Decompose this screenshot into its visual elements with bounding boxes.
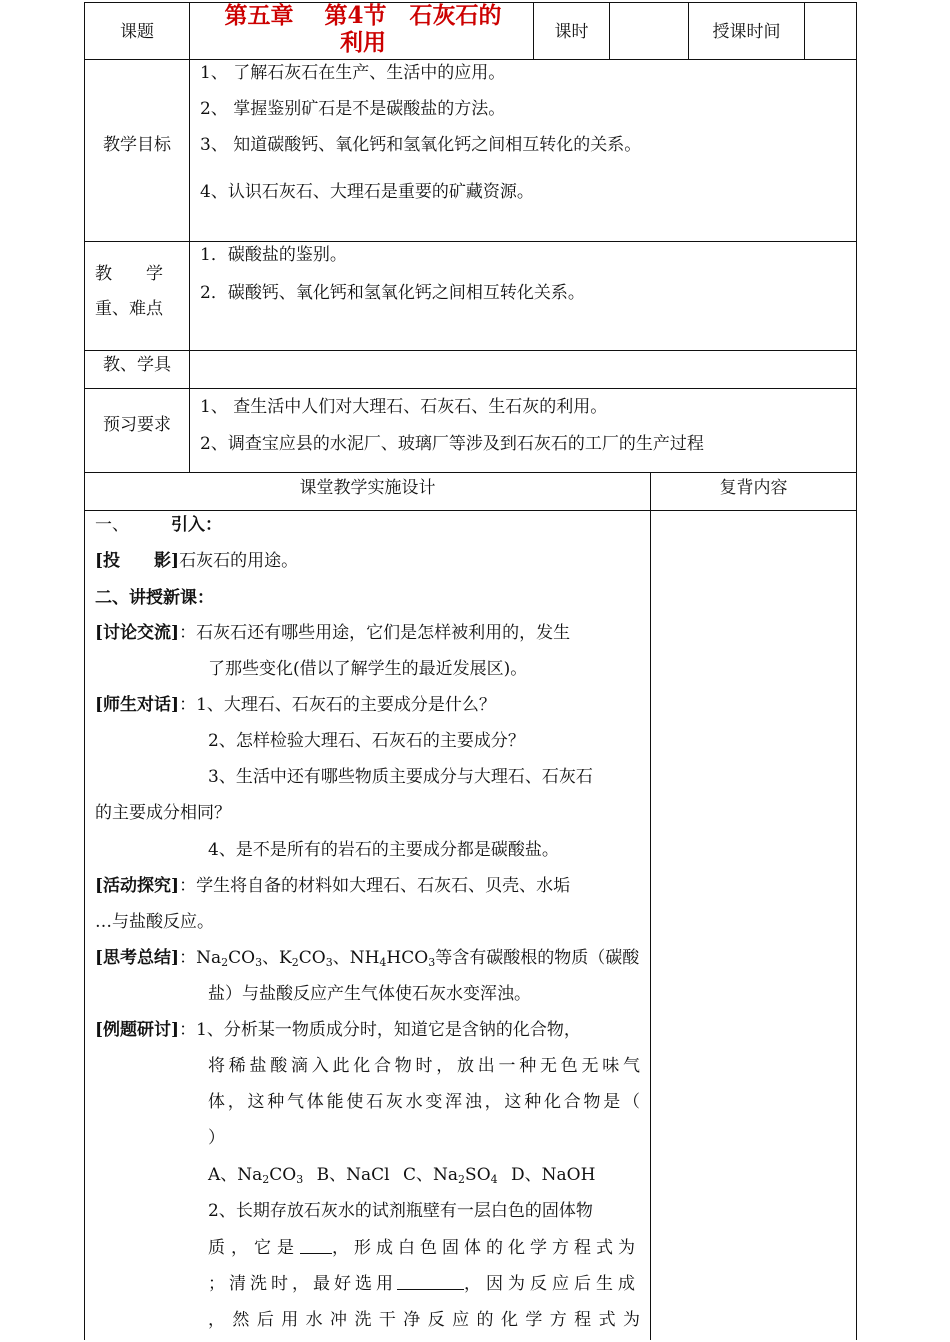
formula-subscript: 3: [255, 956, 263, 969]
dialog-line: [95, 694, 496, 716]
header-divider-4: [804, 2, 805, 59]
lesson-title: [196, 2, 530, 56]
intro-number: 一、: [95, 515, 129, 535]
formula-subscript: 4: [490, 1173, 498, 1186]
dialog-question-1: ：1、大理石、石灰石的主要成分是什么？: [179, 695, 496, 715]
summary-text: 等含有碳酸根的物质（碳酸: [435, 948, 640, 968]
formula-subscript: 3: [428, 956, 436, 969]
dialog-tag: [师生对话]: [95, 695, 180, 715]
subject-label: 课题: [120, 22, 154, 42]
objectives-label: 教学目标: [103, 135, 171, 155]
formula-subscript: 2: [262, 1173, 270, 1186]
example-2-text: ；清洗时，最好选用: [208, 1274, 397, 1294]
time-label: 授课时间: [712, 22, 781, 42]
formula-part: CO: [228, 948, 256, 968]
header-divider-2: [609, 2, 610, 59]
example-2-line-4: ，然后用水冲洗干净反应的化学方程式为: [208, 1310, 640, 1330]
summary-tag: [思考总结]: [95, 948, 180, 968]
design-header-right: 复背内容: [719, 478, 788, 498]
key-points-label-line2: 重、难点: [95, 299, 163, 319]
dialog-question-4: 4、是不是所有的岩石的主要成分都是碳酸盐。: [208, 840, 559, 860]
example-2-text: ，形成白色固体的化学方程式为: [332, 1238, 640, 1258]
key-point-item: 2．碳酸钙、氧化钙和氢氧化钙之间相互转化关系。: [200, 283, 585, 303]
formula-na2co3: [196, 948, 262, 968]
option-d: D、NaOH: [511, 1165, 596, 1185]
formula-part: CO: [298, 948, 326, 968]
discussion-text: ：石灰石还有哪些用途，它们是怎样被利用的，发生: [179, 623, 571, 643]
formula-subscript: 2: [458, 1173, 466, 1186]
example-1-line-3: 体，这种气体能使石灰水变浑浊，这种化合物是（: [208, 1092, 640, 1112]
objective-item: 3、 知道碳酸钙、氧化钙和氢氧化钙之间相互转化的关系。: [200, 135, 642, 155]
example-1-line-2: 将稀盐酸滴入此化合物时，放出一种无色无味气: [208, 1056, 640, 1076]
row-line-1: [84, 59, 857, 60]
border-left: [84, 2, 85, 1340]
formula-subscript: 2: [221, 956, 229, 969]
lesson-title-line2: 利用: [340, 29, 386, 56]
key-point-item: 1．碳酸盐的鉴别。: [200, 245, 347, 265]
activity-line: [95, 875, 570, 897]
option-a: [208, 1165, 303, 1185]
preview-item: 1、 查生活中人们对大理石、石灰石、生石灰的利用。: [200, 397, 608, 417]
dialog-question-3-cont: 的主要成分相同？: [95, 803, 231, 823]
row-line-2: [84, 241, 857, 242]
row-line-6: [84, 510, 857, 511]
discussion-line-2: 了那些变化(借以了解学生的最近发展区)。: [208, 659, 528, 679]
row-line-3: [84, 350, 857, 351]
formula-subscript: 2: [291, 956, 299, 969]
option-part: C、Na: [403, 1165, 459, 1185]
design-header-left: 课堂教学实施设计: [299, 478, 436, 498]
example-2-line-3: [208, 1273, 640, 1295]
activity-text: ：学生将自备的材料如大理石、石灰石、贝壳、水垢: [179, 876, 571, 896]
option-part: SO: [465, 1165, 491, 1185]
border-mid-vertical: [189, 2, 190, 472]
activity-line-2: …与盐酸反应。: [95, 912, 214, 932]
formula-k2co3: [262, 948, 333, 968]
answer-blank[interactable]: [397, 1273, 464, 1290]
design-divider: [650, 472, 651, 1340]
option-part: A、Na: [208, 1165, 263, 1185]
example-1-line-4: ）: [208, 1128, 225, 1148]
dialog-question-3: 3、生活中还有哪些物质主要成分与大理石、石灰石: [208, 767, 593, 787]
tools-label: 教、学具: [103, 355, 171, 375]
example-1-text: ：1、分析某一物质成分时，知道它是含钠的化合物，: [179, 1020, 581, 1040]
summary-line-2: 盐）与盐酸反应产生气体使石灰水变浑浊。: [208, 984, 531, 1004]
formula-part: 、NH: [332, 948, 380, 968]
summary-line: [95, 947, 639, 974]
formula-nh4hco3: [333, 948, 435, 968]
example-2-text: ，因为反应后生成: [464, 1274, 640, 1294]
example-2-line-1: 2、长期存放石灰水的试剂瓶壁有一层白色的固体物: [208, 1201, 593, 1221]
projection-line: [95, 550, 298, 572]
example-line: [95, 1019, 581, 1041]
objective-item: 1、 了解石灰石在生产、生活中的应用。: [200, 63, 506, 83]
activity-tag: [活动探究]: [95, 876, 180, 896]
option-c: [403, 1165, 498, 1185]
formula-part: HCO: [386, 948, 429, 968]
preview-item: 2、调查宝应县的水泥厂、玻璃厂等涉及到石灰石的工厂的生产过程: [200, 434, 704, 454]
section-heading: 二、讲授新课：: [95, 588, 214, 608]
formula-subscript: 3: [296, 1173, 304, 1186]
projection-text: 石灰石的用途。: [179, 551, 299, 571]
row-line-5: [84, 472, 857, 473]
projection-tag: [投 影]: [95, 551, 180, 571]
lesson-title-line1: 第五章 第4节 石灰石的: [224, 2, 502, 29]
example-2-text: 质，它是: [208, 1238, 300, 1258]
objective-item: 2、 掌握鉴别矿石是不是碳酸盐的方法。: [200, 99, 506, 119]
example-tag: [例题研讨]: [95, 1020, 180, 1040]
intro-label: 引入：: [171, 515, 222, 535]
example-1-options: [208, 1164, 595, 1191]
example-2-line-2: [208, 1237, 640, 1259]
formula-part: 、K: [262, 948, 292, 968]
option-part: CO: [269, 1165, 297, 1185]
option-b: B、NaCl: [316, 1165, 390, 1185]
formula-subscript: 4: [379, 956, 387, 969]
border-right: [856, 2, 857, 1340]
discussion-tag: [讨论交流]: [95, 623, 180, 643]
key-points-label-line1: 教 学: [95, 264, 163, 284]
discussion-line: [95, 622, 570, 644]
formula-subscript: 3: [325, 956, 333, 969]
dialog-question-2: 2、怎样检验大理石、石灰石的主要成分？: [208, 731, 525, 751]
objective-item: 4、认识石灰石、大理石是重要的矿藏资源。: [200, 182, 534, 202]
summary-colon: ：: [179, 948, 197, 968]
row-line-4: [84, 388, 857, 389]
formula-part: Na: [196, 948, 222, 968]
answer-blank[interactable]: [300, 1237, 332, 1254]
hours-label: 课时: [554, 22, 589, 42]
preview-label: 预习要求: [103, 415, 171, 435]
